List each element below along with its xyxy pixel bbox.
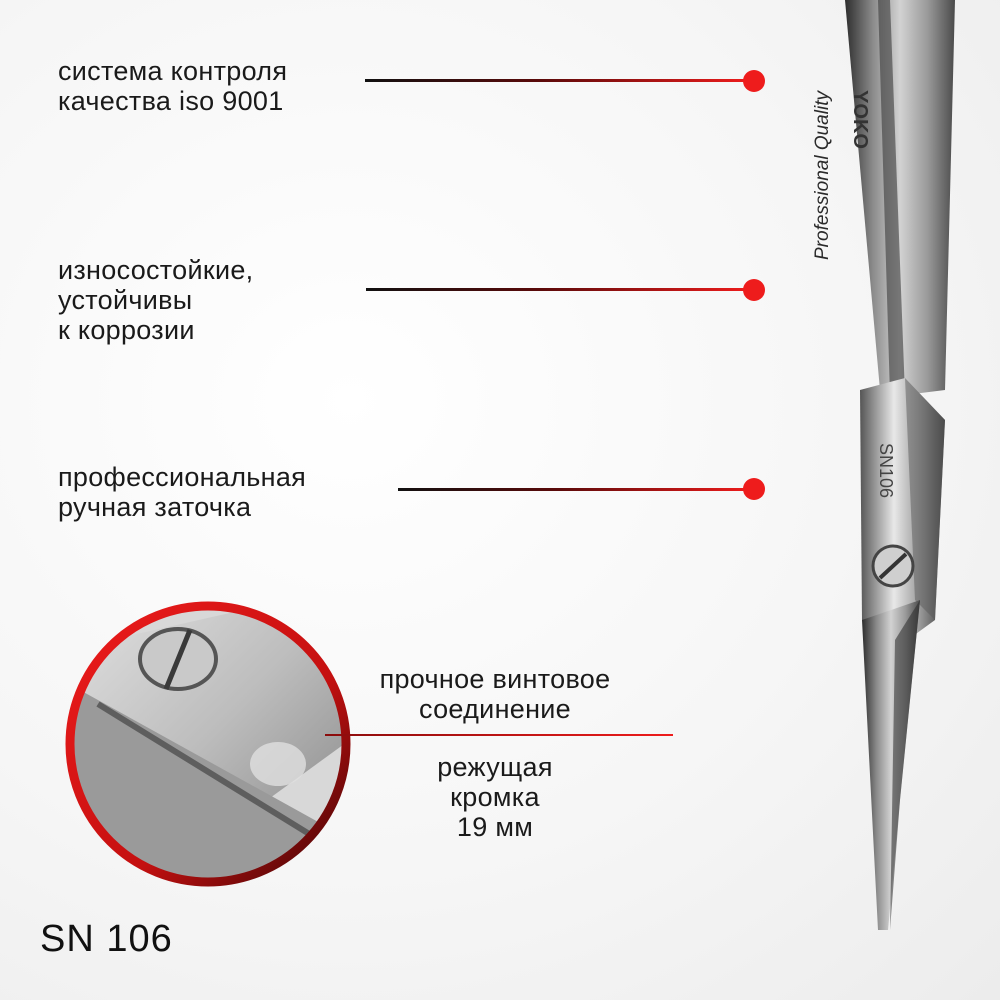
quality-text: Professional Quality: [812, 91, 833, 260]
edge-line: режущая: [437, 752, 553, 782]
feature-line: устойчивы: [58, 285, 193, 315]
feature-line: к коррозии: [58, 315, 195, 345]
screw-label: [350, 664, 640, 724]
feature-line: ручная заточка: [58, 492, 252, 522]
edge-label: [400, 752, 590, 842]
screw-line: прочное винтовое: [379, 664, 611, 694]
brand-mark: YOKO: [848, 90, 871, 149]
detail-zoom-circle: [58, 594, 358, 894]
model-number: SN 106: [40, 918, 173, 960]
edge-line: кромка: [450, 782, 540, 812]
feature-line: качества iso 9001: [58, 86, 284, 116]
screw-line: соединение: [418, 694, 571, 724]
detail-leader: [325, 734, 673, 736]
engraving-text: SN106: [876, 442, 897, 499]
feature-line: профессиональная: [58, 462, 307, 492]
feature-line: износостойкие,: [58, 255, 254, 285]
feature-line: система контроля: [58, 56, 288, 86]
edge-line: 19 мм: [456, 812, 534, 842]
